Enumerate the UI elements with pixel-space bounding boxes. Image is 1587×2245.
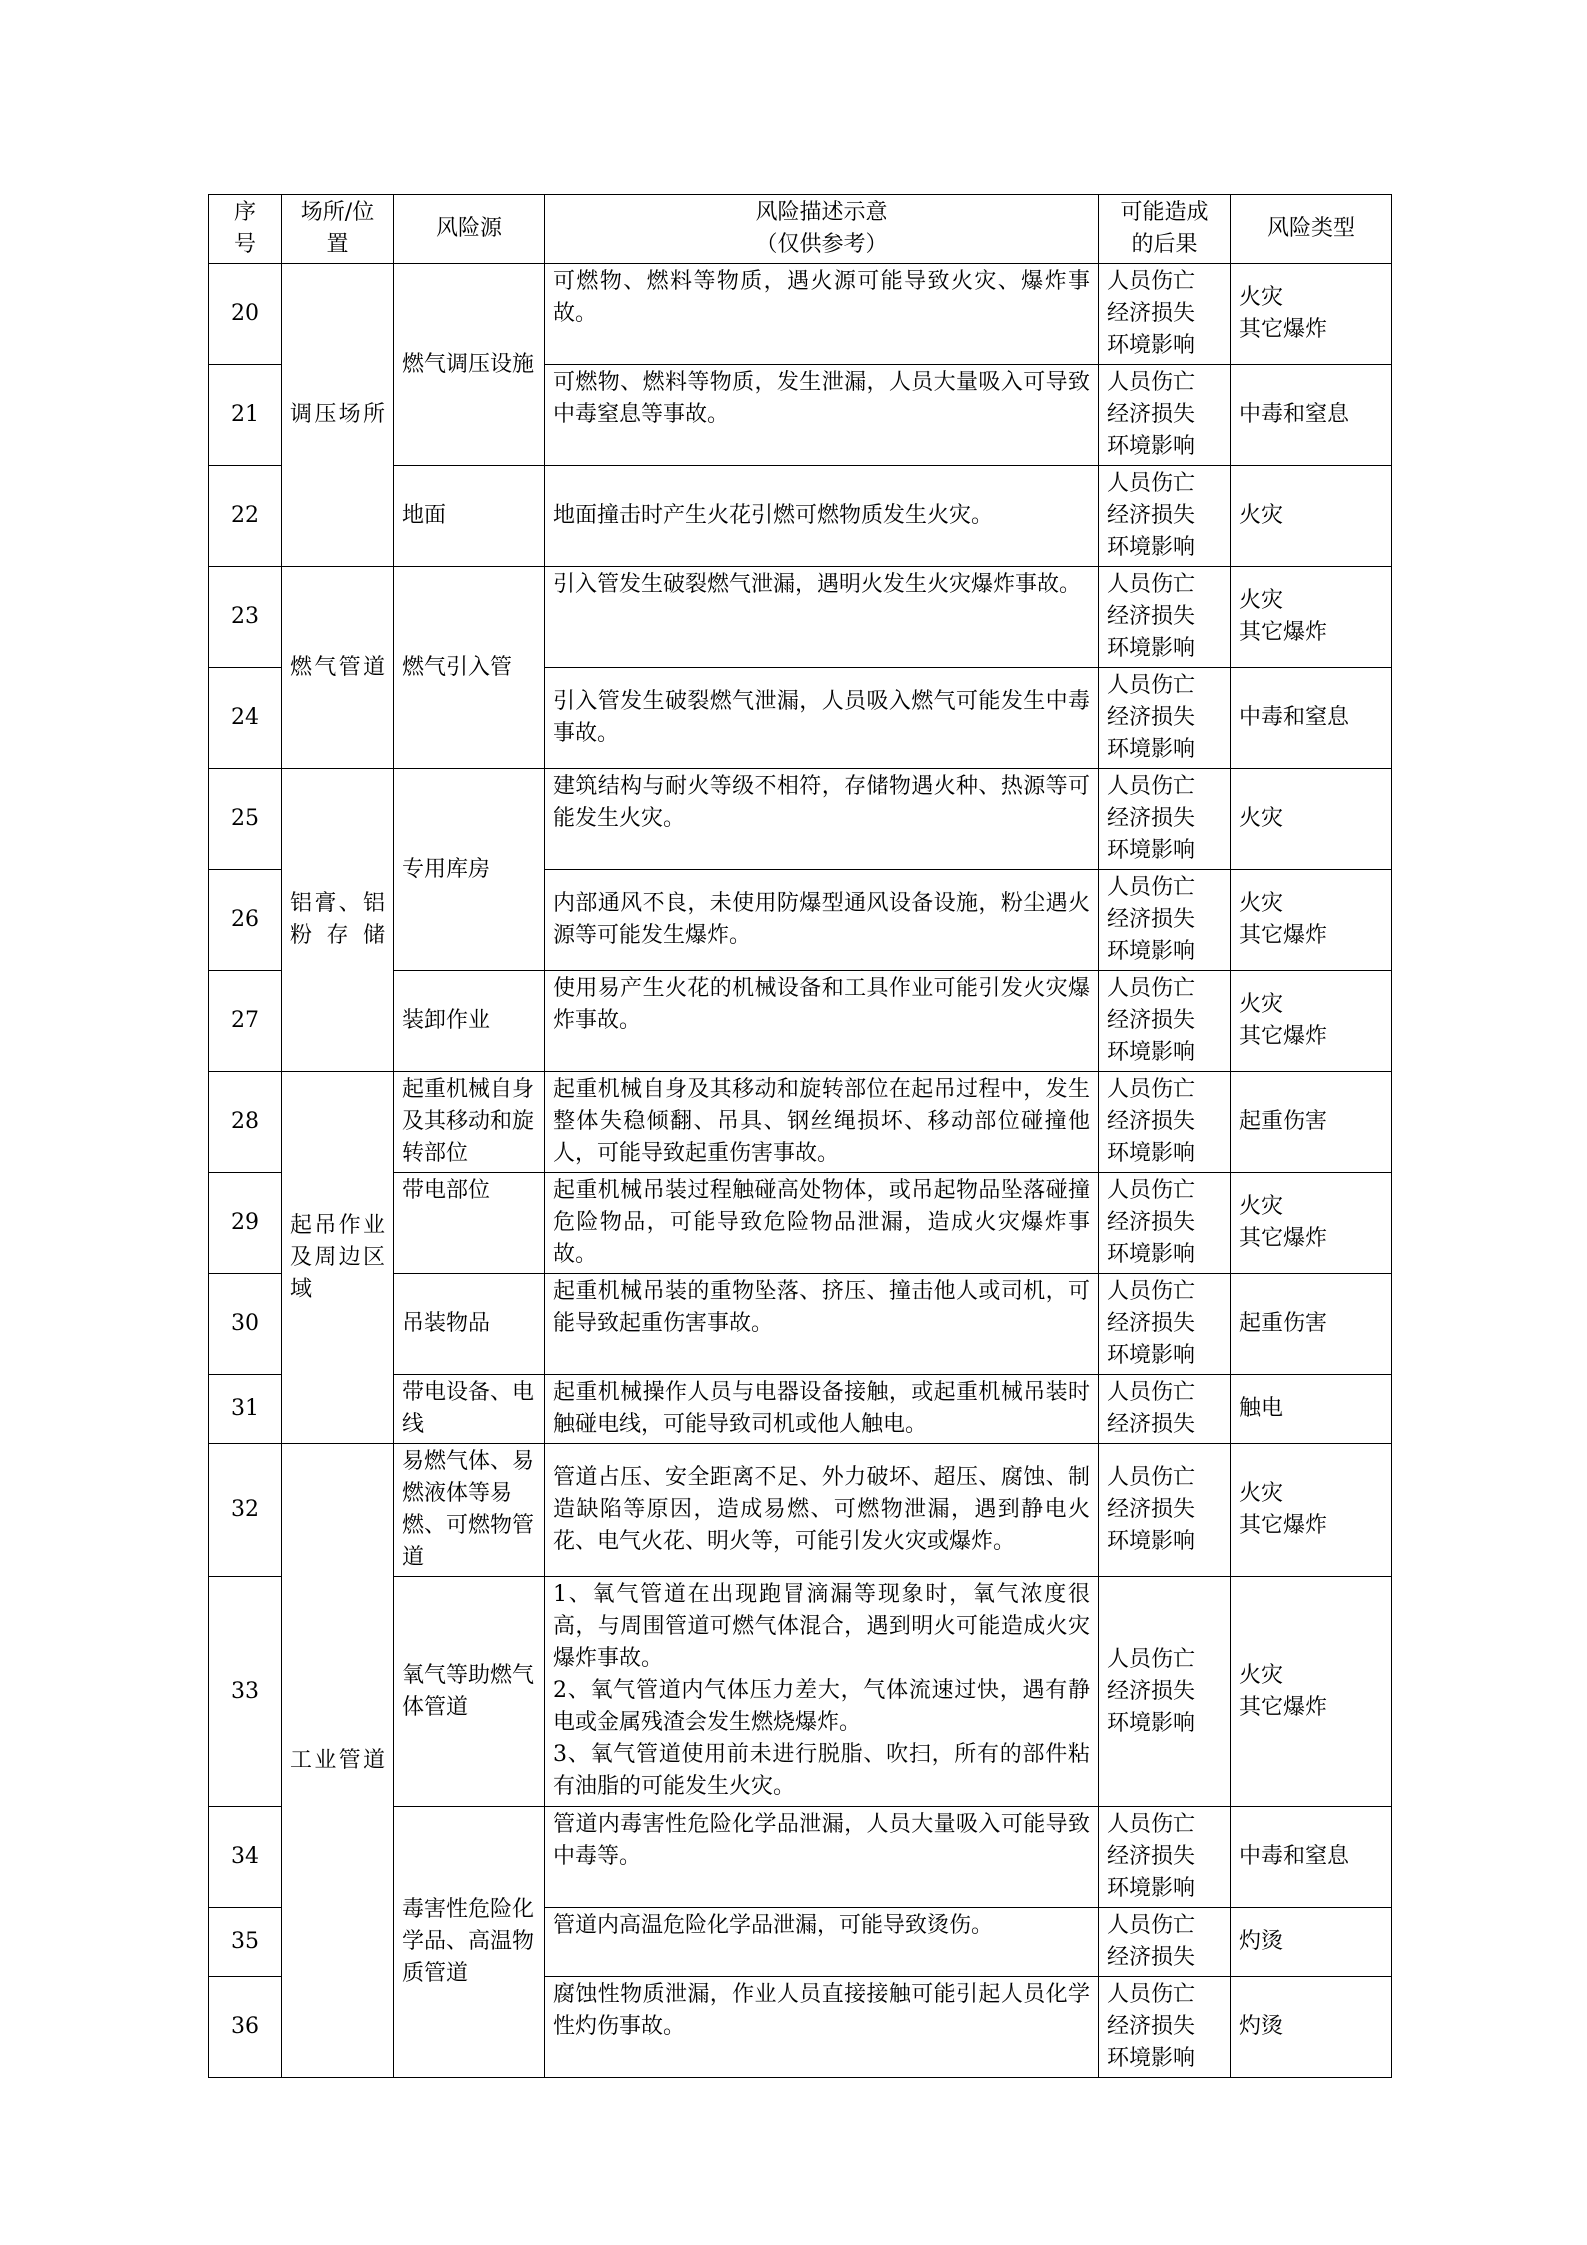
risk-type-cell: 起重伤害 (1231, 1274, 1392, 1375)
consequence-cell: 人员伤亡 经济损失 环境影响 (1099, 466, 1231, 567)
description-cell: 地面撞击时产生火花引燃可燃物质发生火灾。 (545, 466, 1099, 567)
risk-type-cell: 起重伤害 (1231, 1072, 1392, 1173)
location-cell: 铝膏、铝粉存储 (282, 769, 394, 1072)
risk-type-cell: 火灾 (1231, 466, 1392, 567)
source-cell: 易燃气体、易燃液体等易燃、可燃物管道 (394, 1444, 545, 1577)
row-number: 26 (209, 870, 282, 971)
consequence-cell: 人员伤亡 经济损失 环境影响 (1099, 567, 1231, 668)
description-cell: 起重机械吊装的重物坠落、挤压、撞击他人或司机，可能导致起重伤害事故。 (545, 1274, 1099, 1375)
description-cell: 引入管发生破裂燃气泄漏，人员吸入燃气可能发生中毒事故。 (545, 668, 1099, 769)
risk-type-cell: 灼烫 (1231, 1908, 1392, 1977)
source-cell: 起重机械自身及其移动和旋转部位 (394, 1072, 545, 1173)
location-cell: 调压场所 (282, 264, 394, 567)
description-cell: 管道占压、安全距离不足、外力破坏、超压、腐蚀、制造缺陷等原因，造成易燃、可燃物泄漏，遇到静电火花、电气火花、明火等，可能引发火灾或爆炸。 (545, 1444, 1099, 1577)
row-number: 33 (209, 1577, 282, 1807)
source-cell: 地面 (394, 466, 545, 567)
risk-type-cell: 触电 (1231, 1375, 1392, 1444)
risk-type-cell: 火灾 其它爆炸 (1231, 870, 1392, 971)
row-number: 32 (209, 1444, 282, 1577)
header-index: 序 号 (209, 195, 282, 264)
location-cell: 燃气管道 (282, 567, 394, 769)
description-cell: 起重机械自身及其移动和旋转部位在起吊过程中，发生整体失稳倾翻、吊具、钢丝绳损坏、移动部位碰撞他人，可能导致起重伤害事故。 (545, 1072, 1099, 1173)
row-number: 25 (209, 769, 282, 870)
source-cell: 带电部位 (394, 1173, 545, 1274)
source-cell: 毒害性危险化学品、高温物质管道 (394, 1807, 545, 2078)
table-row (209, 567, 1392, 668)
table-row (209, 769, 1392, 870)
description-cell: 内部通风不良，未使用防爆型通风设备设施，粉尘遇火源等可能发生爆炸。 (545, 870, 1099, 971)
description-cell: 使用易产生火花的机械设备和工具作业可能引发火灾爆炸事故。 (545, 971, 1099, 1072)
row-number: 36 (209, 1977, 282, 2078)
description-cell: 可燃物、燃料等物质，遇火源可能导致火灾、爆炸事故。 (545, 264, 1099, 365)
description-cell: 建筑结构与耐火等级不相符，存储物遇火种、热源等可能发生火灾。 (545, 769, 1099, 870)
description-cell: 1、氧气管道在出现跑冒滴漏等现象时，氧气浓度很高，与周围管道可燃气体混合，遇到明火可能造成火灾爆炸事故。 2、氧气管道内气体压力差大，气体流速过快，遇有静电或金属残渣会发生燃烧爆炸。 3、氧气管道使用前未进行脱脂、吹扫，所有的部件粘有油脂的可能发生火灾。 (545, 1577, 1099, 1807)
row-number: 34 (209, 1807, 282, 1908)
consequence-cell: 人员伤亡 经济损失 环境影响 (1099, 1173, 1231, 1274)
description-cell: 可燃物、燃料等物质，发生泄漏，人员大量吸入可导致中毒窒息等事故。 (545, 365, 1099, 466)
source-cell: 燃气调压设施 (394, 264, 545, 466)
source-cell: 专用库房 (394, 769, 545, 971)
row-number: 35 (209, 1908, 282, 1977)
risk-type-cell: 火灾 其它爆炸 (1231, 1444, 1392, 1577)
risk-type-cell: 火灾 其它爆炸 (1231, 264, 1392, 365)
risk-type-cell: 中毒和窒息 (1231, 365, 1392, 466)
description-cell: 管道内高温危险化学品泄漏，可能导致烫伤。 (545, 1908, 1099, 1977)
row-number: 27 (209, 971, 282, 1072)
description-cell: 引入管发生破裂燃气泄漏，遇明火发生火灾爆炸事故。 (545, 567, 1099, 668)
row-number: 22 (209, 466, 282, 567)
risk-type-cell: 火灾 其它爆炸 (1231, 567, 1392, 668)
description-cell: 管道内毒害性危险化学品泄漏，人员大量吸入可能导致中毒等。 (545, 1807, 1099, 1908)
header-source: 风险源 (394, 195, 545, 264)
source-cell: 带电设备、电线 (394, 1375, 545, 1444)
table-row (209, 1444, 1392, 1577)
description-cell: 起重机械吊装过程触碰高处物体，或吊起物品坠落碰撞危险物品，可能导致危险物品泄漏，造成火灾爆炸事故。 (545, 1173, 1099, 1274)
row-number: 24 (209, 668, 282, 769)
consequence-cell: 人员伤亡 经济损失 环境影响 (1099, 1274, 1231, 1375)
risk-type-cell: 中毒和窒息 (1231, 1807, 1392, 1908)
header-location: 场所/位 置 (282, 195, 394, 264)
row-number: 20 (209, 264, 282, 365)
header-consequence: 可能造成 的后果 (1099, 195, 1231, 264)
consequence-cell: 人员伤亡 经济损失 环境影响 (1099, 971, 1231, 1072)
consequence-cell: 人员伤亡 经济损失 环境影响 (1099, 1577, 1231, 1807)
header-description: 风险描述示意 （仅供参考） (545, 195, 1099, 264)
consequence-cell: 人员伤亡 经济损失 环境影响 (1099, 365, 1231, 466)
header-type: 风险类型 (1231, 195, 1392, 264)
consequence-cell: 人员伤亡 经济损失 环境影响 (1099, 1807, 1231, 1908)
consequence-cell: 人员伤亡 经济损失 环境影响 (1099, 668, 1231, 769)
consequence-cell: 人员伤亡 经济损失 环境影响 (1099, 1444, 1231, 1577)
row-number: 23 (209, 567, 282, 668)
risk-type-cell: 火灾 其它爆炸 (1231, 1577, 1392, 1807)
description-cell: 起重机械操作人员与电器设备接触，或起重机械吊装时触碰电线，可能导致司机或他人触电。 (545, 1375, 1099, 1444)
risk-type-cell: 中毒和窒息 (1231, 668, 1392, 769)
row-number: 29 (209, 1173, 282, 1274)
location-cell: 工业管道 (282, 1444, 394, 2078)
table-row (209, 1072, 1392, 1173)
source-cell: 氧气等助燃气体管道 (394, 1577, 545, 1807)
risk-table (208, 194, 1392, 2078)
risk-type-cell: 火灾 (1231, 769, 1392, 870)
consequence-cell: 人员伤亡 经济损失 (1099, 1375, 1231, 1444)
consequence-cell: 人员伤亡 经济损失 (1099, 1908, 1231, 1977)
consequence-cell: 人员伤亡 经济损失 环境影响 (1099, 1072, 1231, 1173)
row-number: 30 (209, 1274, 282, 1375)
table-row (209, 264, 1392, 365)
description-cell: 腐蚀性物质泄漏，作业人员直接接触可能引起人员化学性灼伤事故。 (545, 1977, 1099, 2078)
location-cell: 起吊作业及周边区域 (282, 1072, 394, 1444)
consequence-cell: 人员伤亡 经济损失 环境影响 (1099, 264, 1231, 365)
risk-type-cell: 火灾 其它爆炸 (1231, 1173, 1392, 1274)
consequence-cell: 人员伤亡 经济损失 环境影响 (1099, 1977, 1231, 2078)
row-number: 21 (209, 365, 282, 466)
row-number: 31 (209, 1375, 282, 1444)
source-cell: 吊装物品 (394, 1274, 545, 1375)
row-number: 28 (209, 1072, 282, 1173)
risk-type-cell: 灼烫 (1231, 1977, 1392, 2078)
risk-type-cell: 火灾 其它爆炸 (1231, 971, 1392, 1072)
consequence-cell: 人员伤亡 经济损失 环境影响 (1099, 769, 1231, 870)
source-cell: 装卸作业 (394, 971, 545, 1072)
source-cell: 燃气引入管 (394, 567, 545, 769)
table-header-row (209, 195, 1392, 264)
consequence-cell: 人员伤亡 经济损失 环境影响 (1099, 870, 1231, 971)
